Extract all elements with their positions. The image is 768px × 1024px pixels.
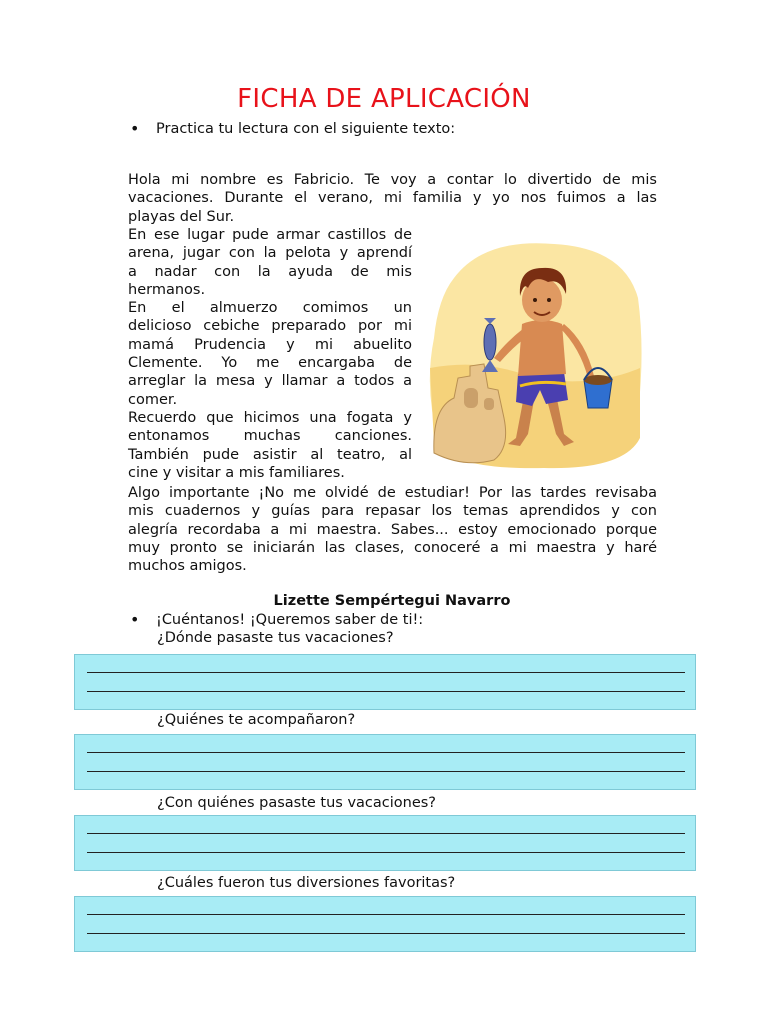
story-line: Clemente. Yo me encargaba de [128, 355, 412, 372]
question-with-whom: ¿Con quiénes pasaste tus vacaciones? [157, 795, 437, 811]
instruction-text: Practica tu lectura con el siguiente texto: [156, 121, 456, 137]
story-line: delicioso cebiche preparado por mi [128, 318, 412, 335]
boy-beach-illustration [424, 238, 646, 470]
question-who-accompanied: ¿Quiénes te acompañaron? [157, 712, 356, 728]
question-favorite-fun: ¿Cuáles fueron tus diversiones favoritas? [157, 875, 456, 891]
story-line: mis cuadernos y guías para repasar los temas aprendidos y con [128, 503, 657, 520]
story-line: arreglar la mesa y llamar a todos a [128, 373, 412, 390]
story-line: Recuerdo que hicimos una fogata y [128, 409, 412, 426]
answer-line[interactable] [87, 914, 685, 915]
answer-line[interactable] [87, 691, 685, 692]
answer-line[interactable] [87, 852, 685, 853]
story-line: playas del Sur. [128, 208, 235, 225]
story-line: mamá Prudencia y mi abuelito [128, 336, 412, 353]
worksheet-title: FICHA DE APLICACIÓN [237, 84, 531, 114]
story-line: Hola mi nombre es Fabricio. Te voy a contar lo divertido de mis [128, 172, 657, 188]
answer-line[interactable] [87, 771, 685, 772]
answer-line[interactable] [87, 933, 685, 934]
prompt-text: ¡Cuéntanos! ¡Queremos saber de ti!: [156, 612, 424, 628]
question-where: ¿Dónde pasaste tus vacaciones? [157, 630, 394, 646]
story-side-column [128, 226, 412, 482]
story-line: hermanos. [128, 281, 206, 298]
story-line: alegría recordaba a mi maestra. Sabes... estoy emocionado porque [128, 521, 657, 538]
story-line: muy pronto se iniciarán las clases, conoceré a mi maestra y haré [128, 539, 657, 556]
answer-box[interactable] [74, 815, 696, 871]
answer-line[interactable] [87, 752, 685, 753]
story-line: comer. [128, 391, 178, 408]
answer-line[interactable] [87, 672, 685, 673]
story-intro [128, 171, 657, 226]
story-line: entonamos muchas canciones. [128, 428, 412, 445]
answer-box[interactable] [74, 654, 696, 710]
bullet-icon: • [130, 610, 140, 629]
story-line: arena, jugar con la pelota y aprendí [128, 245, 412, 262]
story-outro [128, 484, 657, 575]
author-name: Lizette Sempértegui Navarro [273, 593, 511, 609]
story-line: En el almuerzo comimos un [128, 300, 412, 317]
story-line: vacaciones. Durante el verano, mi familia y yo nos fuimos a las [128, 190, 657, 207]
story-line: En ese lugar pude armar castillos de [128, 227, 412, 243]
answer-box[interactable] [74, 896, 696, 952]
story-line: cine y visitar a mis familiares. [128, 464, 345, 481]
story-line: Algo importante ¡No me olvidé de estudiar! Por las tardes revisaba [128, 485, 657, 501]
answer-line[interactable] [87, 833, 685, 834]
story-line: muchos amigos. [128, 558, 247, 575]
bullet-icon: • [130, 119, 140, 138]
story-line: También pude asistir al teatro, al [128, 446, 412, 463]
story-line: a nadar con la ayuda de mis [128, 263, 412, 280]
answer-box[interactable] [74, 734, 696, 790]
